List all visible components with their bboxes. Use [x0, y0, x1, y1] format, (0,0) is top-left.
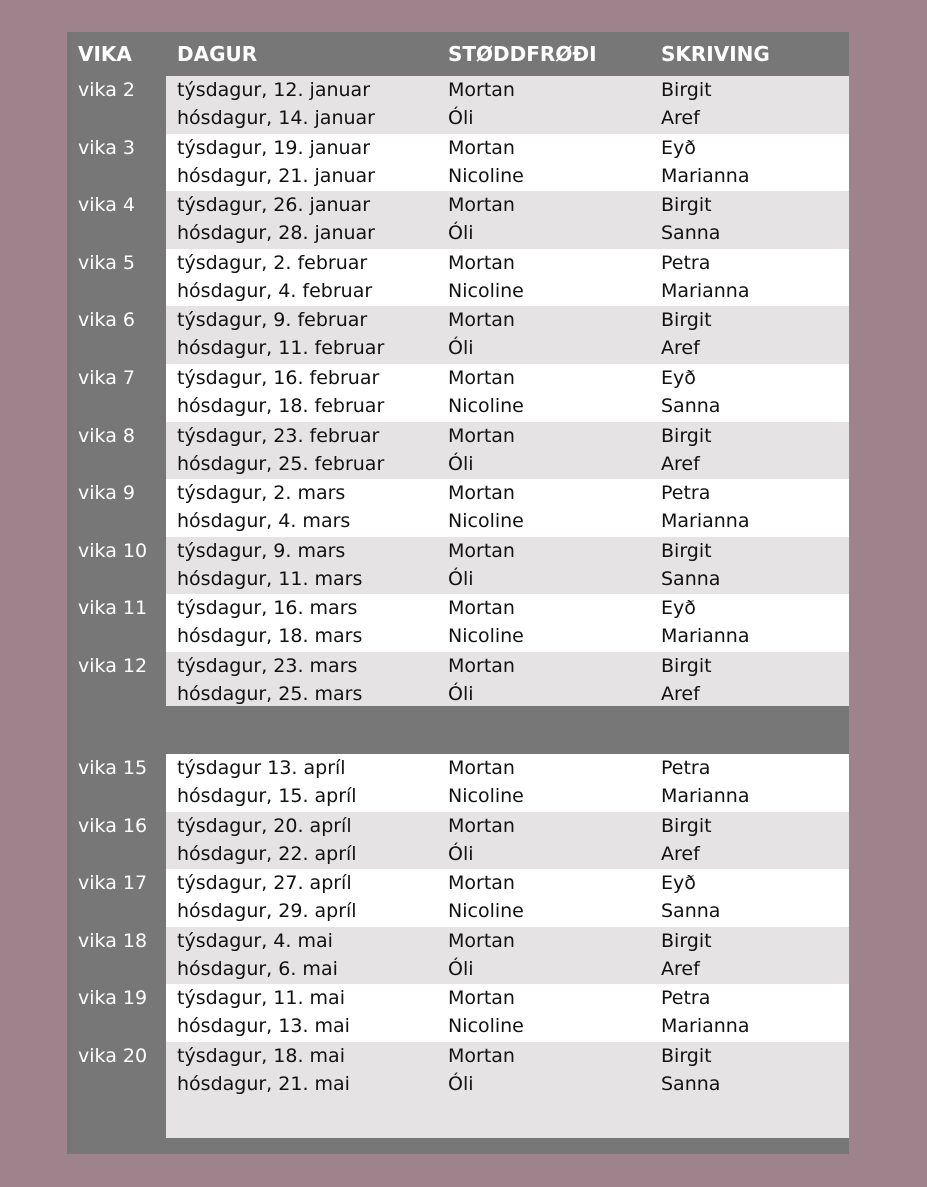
table-row: [67, 813, 849, 841]
skriving-cell: Petra: [661, 987, 711, 1010]
skriving-cell: Sanna: [661, 900, 721, 923]
table-row: [67, 681, 849, 709]
day-cell: týsdagur, 20. apríl: [177, 814, 352, 837]
day-cell: hósdagur, 28. januar: [177, 222, 375, 245]
table-row: [67, 1013, 849, 1041]
day-cell: týsdagur, 16. februar: [177, 367, 380, 389]
table-row: [67, 365, 849, 393]
day-cell: týsdagur, 11. mai: [177, 987, 345, 1010]
skriving-cell: Marianna: [661, 785, 750, 807]
table-row: [67, 623, 849, 651]
skriving-cell: Birgit: [661, 194, 712, 217]
day-cell: týsdagur, 23. februar: [177, 424, 380, 447]
table-row: [67, 508, 849, 536]
stoddfrodi-cell: Óli: [448, 107, 474, 129]
stoddfrodi-cell: Óli: [448, 683, 474, 705]
week-block: [67, 364, 849, 422]
day-cell: hósdagur, 11. februar: [177, 337, 385, 360]
stoddfrodi-cell: Mortan: [448, 1045, 515, 1067]
table-row: [67, 566, 849, 594]
table-row: [67, 393, 849, 421]
week-block: [67, 869, 849, 927]
day-cell: týsdagur, 18. mai: [177, 1045, 345, 1067]
day-cell: hósdagur, 4. februar: [177, 279, 373, 302]
week-block: [67, 76, 849, 134]
stoddfrodi-cell: Mortan: [448, 136, 515, 159]
week-block: [67, 594, 849, 652]
header-skriving: SKRIVING: [661, 42, 770, 66]
stoddfrodi-cell: Óli: [448, 567, 474, 590]
stoddfrodi-cell: Nicoline: [448, 510, 524, 533]
stoddfrodi-cell: Nicoline: [448, 164, 524, 187]
week-block: [67, 479, 849, 537]
table-row: [67, 278, 849, 306]
week-block: [67, 191, 849, 249]
week-label: vika 4: [78, 194, 135, 217]
day-cell: hósdagur, 13. mai: [177, 1015, 350, 1038]
stoddfrodi-cell: Nicoline: [448, 785, 524, 807]
stoddfrodi-cell: Mortan: [448, 194, 515, 217]
day-cell: hósdagur, 22. apríl: [177, 842, 357, 865]
week-block: [67, 134, 849, 192]
schedule-table: [67, 32, 849, 1154]
skriving-cell: Petra: [661, 757, 711, 779]
header-stoddfrodi: STØDDFRØÐI: [448, 42, 597, 66]
day-cell: týsdagur, 4. mai: [177, 929, 333, 952]
day-cell: hósdagur, 25. februar: [177, 452, 385, 475]
table-row: [67, 755, 849, 783]
skriving-cell: Marianna: [661, 510, 750, 533]
table-row: [67, 1071, 849, 1099]
skriving-cell: Aref: [661, 957, 700, 980]
skriving-cell: Aref: [661, 842, 700, 865]
stoddfrodi-cell: Óli: [448, 337, 474, 360]
header-vika: VIKA: [78, 42, 132, 66]
skriving-cell: Birgit: [661, 79, 712, 101]
stoddfrodi-cell: Óli: [448, 222, 474, 245]
stoddfrodi-cell: Mortan: [448, 814, 515, 837]
day-cell: hósdagur, 6. mai: [177, 957, 338, 980]
table-row: [67, 335, 849, 363]
week-label: vika 18: [78, 929, 148, 952]
day-cell: hósdagur, 4. mars: [177, 510, 351, 533]
skriving-cell: Eyð: [661, 136, 696, 159]
table-row: [67, 653, 849, 681]
day-cell: týsdagur 13. apríl: [177, 757, 346, 779]
skriving-cell: Sanna: [661, 222, 721, 245]
stoddfrodi-cell: Nicoline: [448, 279, 524, 302]
day-cell: hósdagur, 29. apríl: [177, 900, 357, 923]
skriving-cell: Petra: [661, 482, 711, 505]
stoddfrodi-cell: Mortan: [448, 251, 515, 274]
day-cell: hósdagur, 14. januar: [177, 107, 375, 129]
skriving-cell: Aref: [661, 107, 700, 129]
skriving-cell: Birgit: [661, 424, 712, 447]
week-label: vika 15: [78, 757, 148, 779]
day-cell: týsdagur, 23. mars: [177, 655, 358, 677]
table-row: [67, 870, 849, 898]
easter-break-divider: [67, 706, 849, 754]
table-row: [67, 423, 849, 451]
week-block: [67, 984, 849, 1042]
stoddfrodi-cell: Nicoline: [448, 395, 524, 417]
stoddfrodi-cell: Mortan: [448, 872, 515, 895]
stoddfrodi-cell: Mortan: [448, 987, 515, 1010]
day-cell: týsdagur, 9. mars: [177, 539, 346, 562]
week-label: vika 12: [78, 655, 148, 677]
skriving-cell: Sanna: [661, 395, 721, 417]
day-cell: týsdagur, 27. apríl: [177, 872, 352, 895]
stoddfrodi-cell: Óli: [448, 957, 474, 980]
skriving-cell: Birgit: [661, 539, 712, 562]
table-row: [67, 192, 849, 220]
stoddfrodi-cell: Mortan: [448, 367, 515, 389]
table-row: [67, 250, 849, 278]
week-label: vika 5: [78, 251, 135, 274]
week-label: vika 7: [78, 367, 135, 389]
stoddfrodi-cell: Mortan: [448, 79, 515, 101]
skriving-cell: Eyð: [661, 597, 696, 620]
stoddfrodi-cell: Mortan: [448, 757, 515, 779]
table-row: [67, 985, 849, 1013]
day-cell: hósdagur, 21. mai: [177, 1073, 350, 1095]
skriving-cell: Marianna: [661, 164, 750, 187]
day-cell: hósdagur, 25. mars: [177, 683, 363, 705]
stoddfrodi-cell: Óli: [448, 452, 474, 475]
skriving-cell: Birgit: [661, 1045, 712, 1067]
stoddfrodi-cell: Óli: [448, 842, 474, 865]
week-label: vika 16: [78, 814, 148, 837]
table-row: [67, 480, 849, 508]
stoddfrodi-cell: Mortan: [448, 309, 515, 332]
header-dagur: DAGUR: [177, 42, 258, 66]
day-cell: týsdagur, 26. januar: [177, 194, 371, 217]
table-row: [67, 928, 849, 956]
table-row: [67, 307, 849, 335]
table-row: [67, 783, 849, 811]
stoddfrodi-cell: Mortan: [448, 929, 515, 952]
day-cell: týsdagur, 12. januar: [177, 79, 371, 101]
week-label: vika 19: [78, 987, 148, 1010]
week-block: [67, 249, 849, 307]
skriving-cell: Sanna: [661, 1073, 721, 1095]
skriving-cell: Eyð: [661, 872, 696, 895]
skriving-cell: Marianna: [661, 279, 750, 302]
day-cell: týsdagur, 2. mars: [177, 482, 346, 505]
skriving-cell: Eyð: [661, 367, 696, 389]
table-row: [67, 898, 849, 926]
skriving-cell: Aref: [661, 452, 700, 475]
skriving-cell: Marianna: [661, 625, 750, 648]
week-label: vika 10: [78, 539, 148, 562]
week-label: vika 6: [78, 309, 135, 332]
day-cell: hósdagur, 15. apríl: [177, 785, 357, 807]
week-label: vika 17: [78, 872, 148, 895]
day-cell: týsdagur, 19. januar: [177, 136, 371, 159]
stoddfrodi-cell: Mortan: [448, 597, 515, 620]
skriving-cell: Sanna: [661, 567, 721, 590]
table-row: [67, 841, 849, 869]
table-header: [67, 32, 849, 76]
day-cell: týsdagur, 2. februar: [177, 251, 368, 274]
day-cell: týsdagur, 16. mars: [177, 597, 358, 620]
table-row: [67, 1043, 849, 1071]
stoddfrodi-cell: Mortan: [448, 539, 515, 562]
table-row: [67, 135, 849, 163]
skriving-cell: Aref: [661, 683, 700, 705]
week-block: [67, 754, 849, 812]
table-row: [67, 163, 849, 191]
table-row: [67, 956, 849, 984]
week-label: vika 2: [78, 79, 135, 101]
week-block: [67, 422, 849, 480]
week-label: vika 11: [78, 597, 148, 620]
skriving-cell: Birgit: [661, 309, 712, 332]
table-row: [67, 451, 849, 479]
stoddfrodi-cell: Nicoline: [448, 900, 524, 923]
week-label: vika 8: [78, 424, 135, 447]
skriving-cell: Petra: [661, 251, 711, 274]
week-label: vika 9: [78, 482, 135, 505]
week-block: [67, 927, 849, 985]
table-row: [67, 105, 849, 133]
day-cell: hósdagur, 18. februar: [177, 395, 385, 417]
skriving-cell: Aref: [661, 337, 700, 360]
table-row: [67, 595, 849, 623]
table-footer: [166, 1100, 849, 1138]
week-label: vika 3: [78, 136, 135, 159]
table-row: [67, 220, 849, 248]
stoddfrodi-cell: Óli: [448, 1073, 474, 1095]
skriving-cell: Marianna: [661, 1015, 750, 1038]
table-row: [67, 77, 849, 105]
day-cell: hósdagur, 21. januar: [177, 164, 375, 187]
day-cell: hósdagur, 11. mars: [177, 567, 363, 590]
stoddfrodi-cell: Mortan: [448, 655, 515, 677]
stoddfrodi-cell: Mortan: [448, 424, 515, 447]
day-cell: týsdagur, 9. februar: [177, 309, 368, 332]
skriving-cell: Birgit: [661, 814, 712, 837]
skriving-cell: Birgit: [661, 929, 712, 952]
skriving-cell: Birgit: [661, 655, 712, 677]
table-row: [67, 538, 849, 566]
stoddfrodi-cell: Mortan: [448, 482, 515, 505]
stoddfrodi-cell: Nicoline: [448, 625, 524, 648]
stoddfrodi-cell: Nicoline: [448, 1015, 524, 1038]
week-block: [67, 306, 849, 364]
week-block: [67, 1042, 849, 1100]
week-block: [67, 812, 849, 870]
week-block: [67, 652, 849, 710]
week-label: vika 20: [78, 1045, 148, 1067]
week-block: [67, 537, 849, 595]
day-cell: hósdagur, 18. mars: [177, 625, 363, 648]
